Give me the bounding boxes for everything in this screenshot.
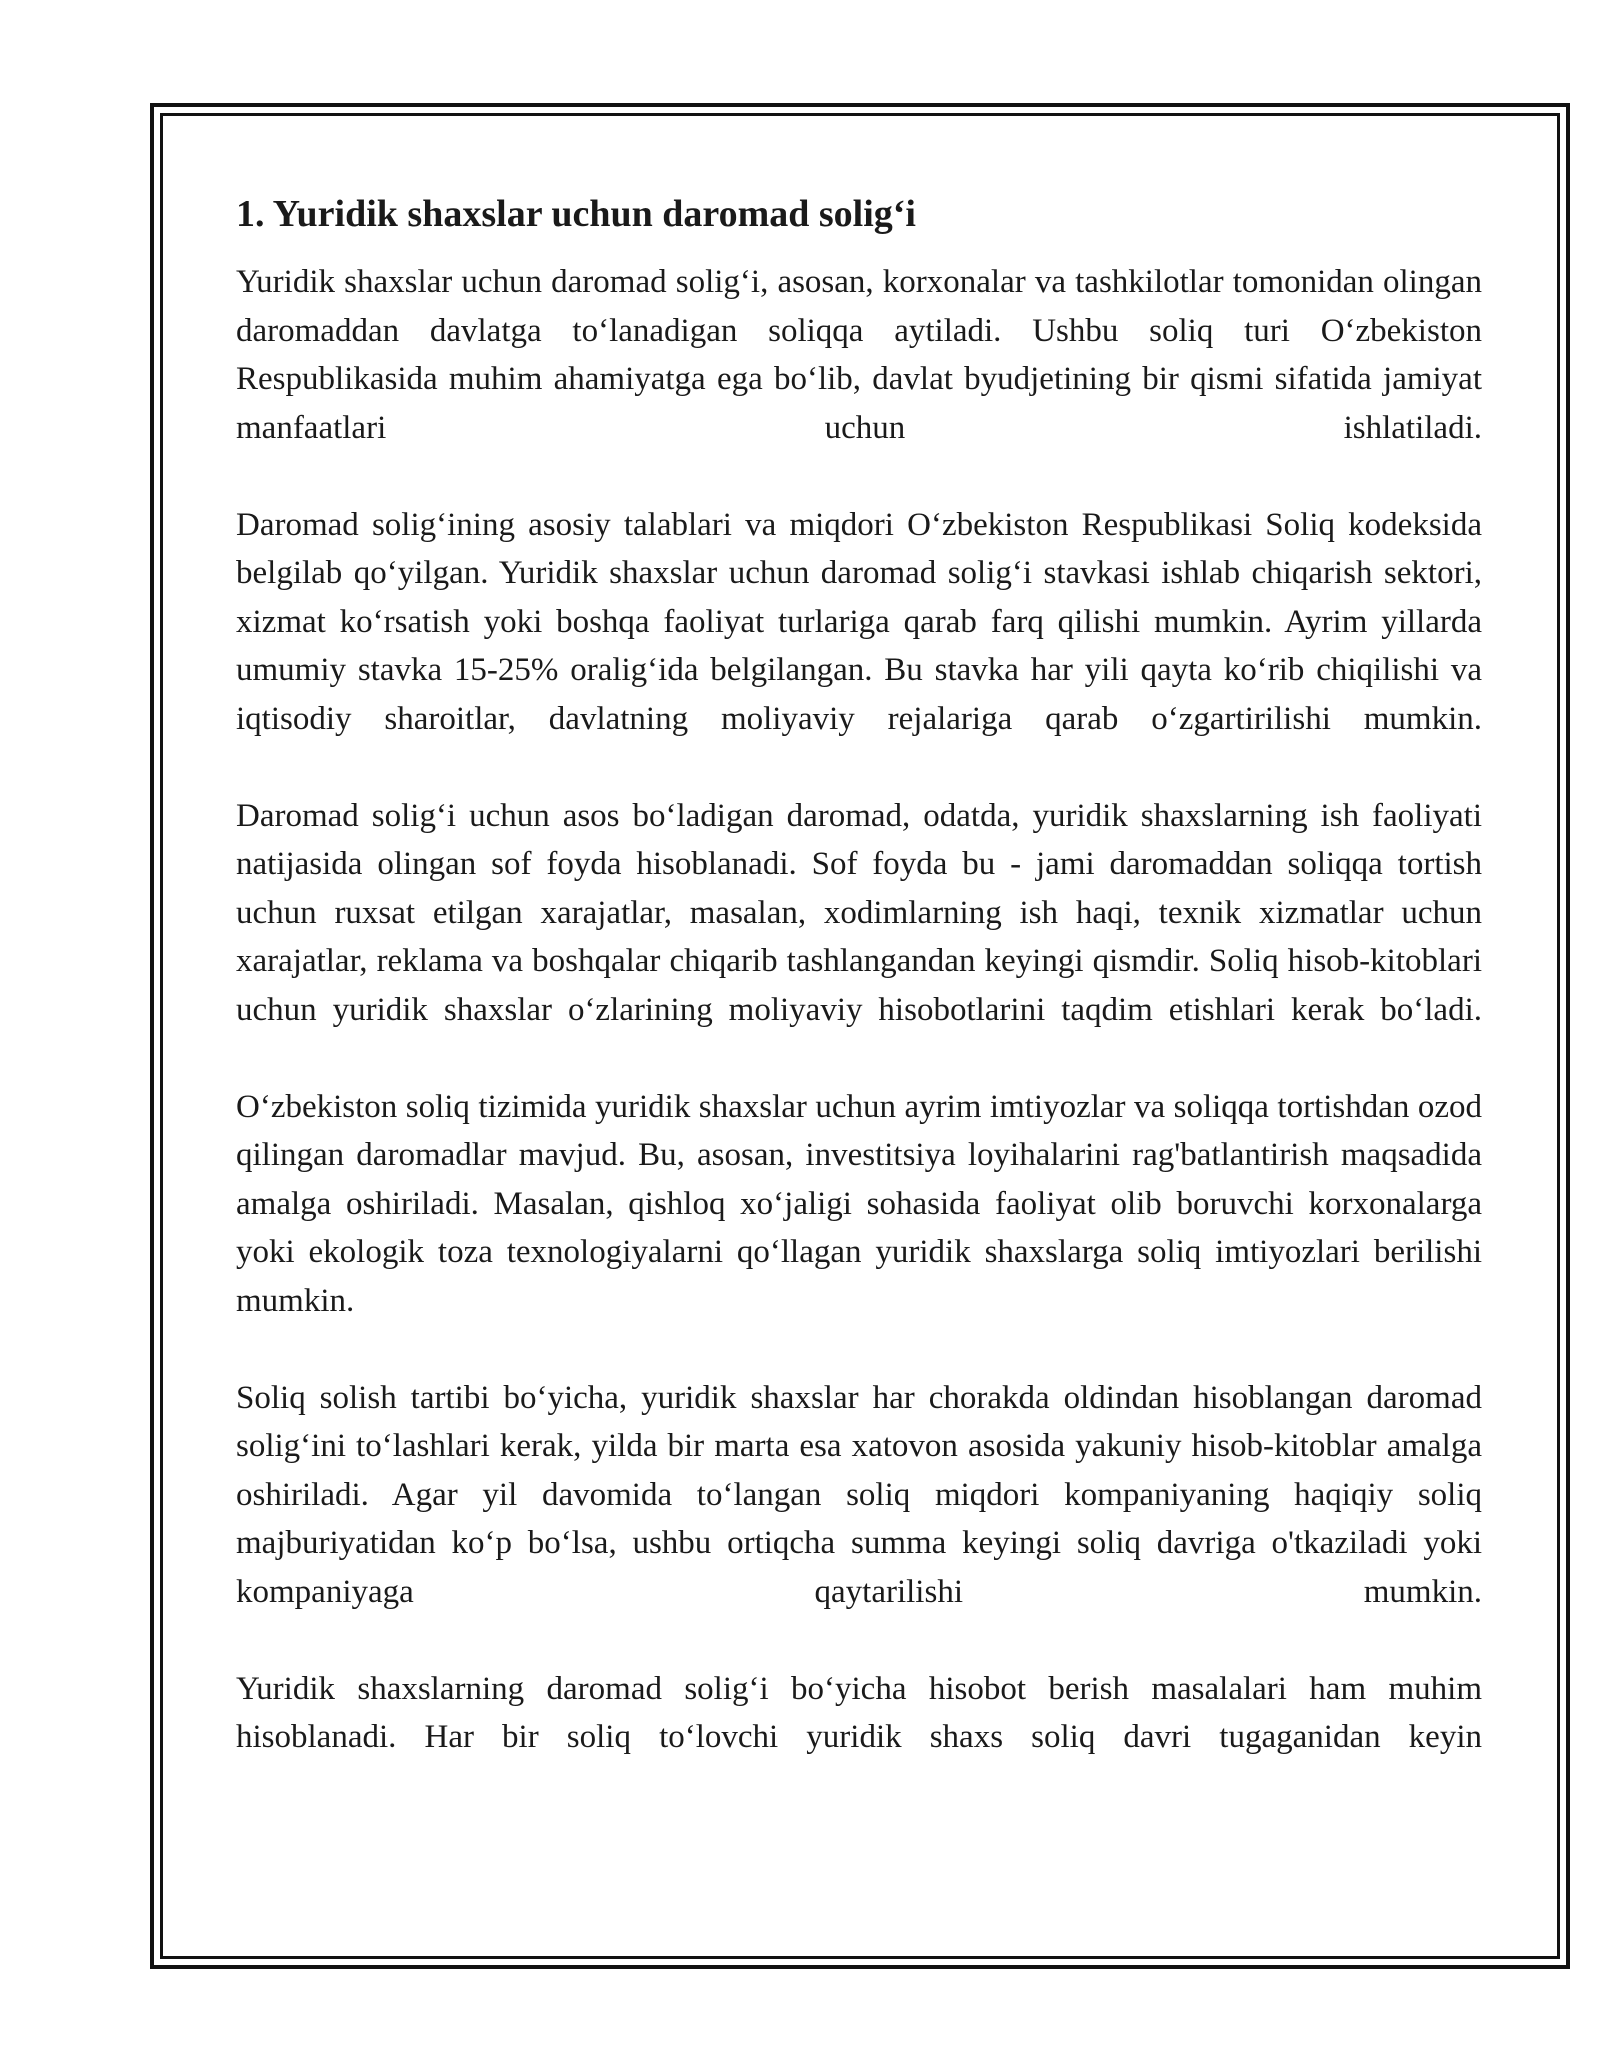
paragraph-5: Soliq solish tartibi bo‘yicha, yuridik shaxslar har chorakda oldindan hisoblangan daromad solig‘ini to‘lashlari kerak, yilda bir marta esa xatovon asosida yakuniy hisob-kitoblar amalga oshiriladi. Agar yil davomida to‘langan soliq miqdori kompaniyaning haqiqiy soliq majburiyatidan ko‘p bo‘lsa, ushbu ortiqcha summa keyingi soliq davriga o'tkaziladi yoki kompaniyaga qaytarilishi mumkin. bbox=[236, 1379, 1482, 1610]
paragraph-1: Yuridik shaxslar uchun daromad solig‘i, asosan, korxonalar va tashkilotlar tomonidan olingan daromaddan davlatga to‘lanadigan soliqqa aytiladi. Ushbu soliq turi O‘zbekiston Respublikasida muhim ahamiyatga ega bo‘lib, davlat byudjetining bir qismi sifatida jamiyat manfaatlari uchun ishlatiladi. bbox=[236, 264, 1482, 446]
document-body bbox=[236, 188, 1482, 1762]
section-heading: 1. Yuridik shaxslar uchun daromad solig‘i bbox=[236, 193, 916, 235]
paragraph-4: O‘zbekiston soliq tizimida yuridik shaxslar uchun ayrim imtiyozlar va soliqqa tortishdan ozod qilingan daromadlar mavjud. Bu, asosan, investitsiya loyihalarini rag'batlantirish maqsadida amalga oshiriladi. Masalan, qishloq xo‘jaligi sohasida faoliyat olib boruvchi korxonalarga yoki ekologik toza texnologiyalarni qo‘llagan yuridik shaxslarga soliq imtiyozlari berilishi mumkin. bbox=[236, 1088, 1482, 1319]
paragraph-6: Yuridik shaxslarning daromad solig‘i bo‘yicha hisobot berish masalalari ham muhim hisoblanadi. Har bir soliq to‘lovchi yuridik shaxs soliq davri tugaganidan keyin bbox=[236, 1670, 1482, 1755]
paragraph-2: Daromad solig‘ining asosiy talablari va miqdori O‘zbekiston Respublikasi Soliq kodeksida belgilab qo‘yilgan. Yuridik shaxslar uchun daromad solig‘i stavkasi ishlab chiqarish sektori, xizmat ko‘rsatish yoki boshqa faoliyat turlariga qarab farq qilishi mumkin. Ayrim yillarda umumiy stavka 15-25% oralig‘ida belgilangan. Bu stavka har yili qayta ko‘rib chiqilishi va iqtisodiy sharoitlar, davlatning moliyaviy rejalariga qarab o‘zgartirilishi mumkin. bbox=[236, 506, 1482, 737]
paragraph-3: Daromad solig‘i uchun asos bo‘ladigan daromad, odatda, yuridik shaxslarning ish faoliyati natijasida olingan sof foyda hisoblanadi. Sof foyda bu - jami daromaddan soliqqa tortish uchun ruxsat etilgan xarajatlar, masalan, xodimlarning ish haqi, texnik xizmatlar uchun xarajatlar, reklama va boshqalar chiqarib tashlangandan keyingi qismdir. Soliq hisob-kitoblari uchun yuridik shaxslar o‘zlarining moliyaviy hisobotlarini taqdim etishlari kerak bo‘ladi. bbox=[236, 797, 1482, 1028]
